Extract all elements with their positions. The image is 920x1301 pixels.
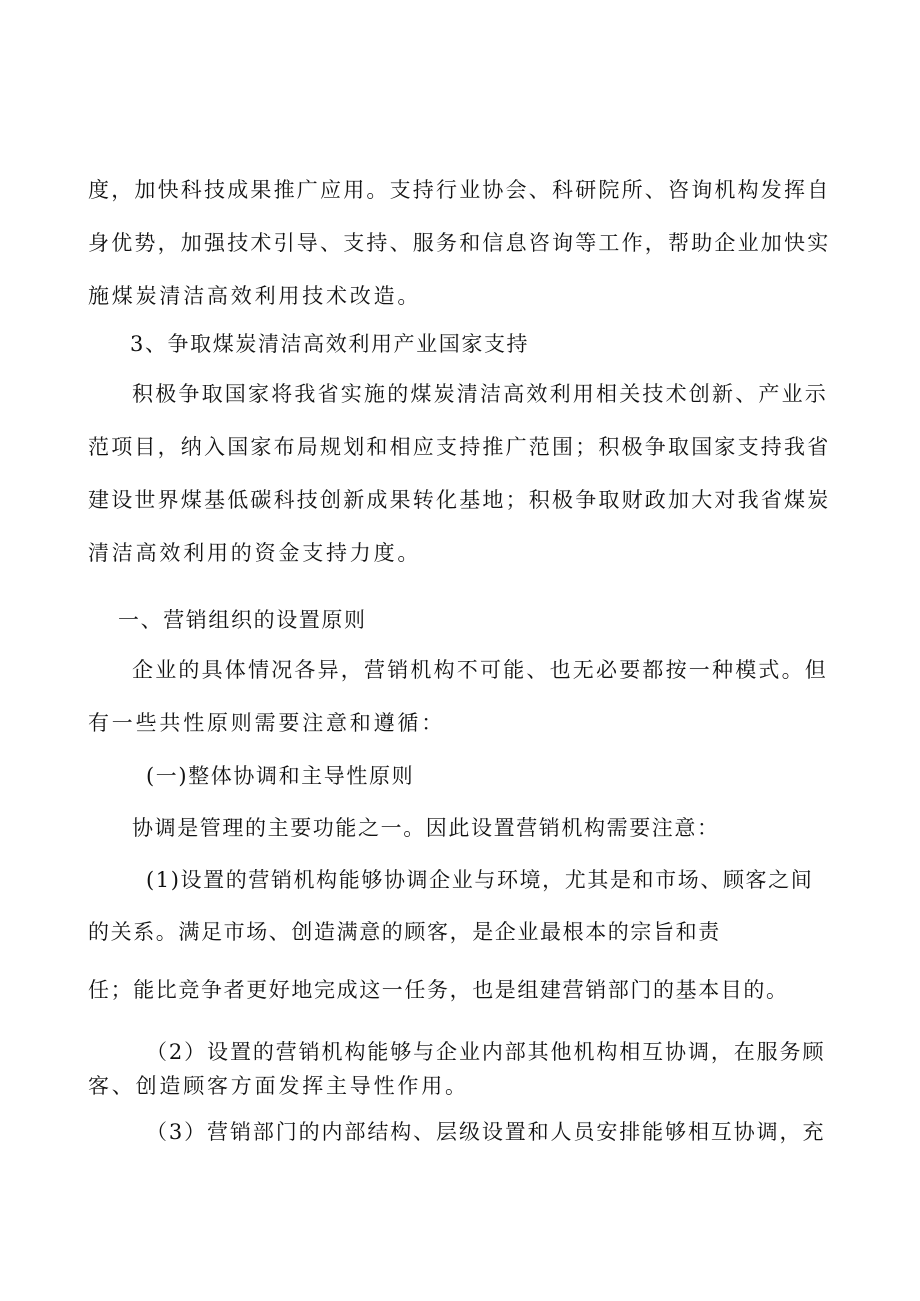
- list-item: （2）设置的营销机构能够与企业内部其他机构相互协调，在服务顾: [146, 1040, 826, 1064]
- text-line: 度，加快科技成果推广应用。支持行业协会、科研院所、咨询机构发挥自: [88, 178, 831, 202]
- text-line: 身优势，加强技术引导、支持、服务和信息咨询等工作，帮助企业加快实: [88, 231, 831, 255]
- text-line: 建设世界煤基低碳科技创新成果转化基地；积极争取财政加大对我省煤炭: [88, 488, 831, 512]
- list-item: (1)设置的营销机构能够协调企业与环境，尤其是和市场、顾客之间: [146, 868, 814, 892]
- text-line: 范项目，纳入国家布局规划和相应支持推广范围；积极争取国家支持我省: [88, 435, 831, 459]
- text-line: 有一些共性原则需要注意和遵循：: [88, 711, 445, 735]
- text-line: 任；能比竞争者更好地完成这一任务，也是组建营销部门的基本目的。: [88, 978, 789, 1002]
- text-line: 的关系。满足市场、创造满意的顾客，是企业最根本的宗旨和责: [88, 920, 721, 944]
- text-line: 企业的具体情况各异，营销机构不可能、也无必要都按一种模式。但: [132, 658, 828, 682]
- text-line: 清洁高效利用的资金支持力度。: [88, 541, 422, 565]
- list-item: （3）营销部门的内部结构、层级设置和人员安排能够相互协调，充: [146, 1120, 826, 1144]
- text-line: 施煤炭清洁高效利用技术改造。: [88, 284, 422, 308]
- text-line: 客、创造顾客方面发挥主导性作用。: [88, 1074, 469, 1098]
- text-line: 协调是管理的主要功能之一。因此设置营销机构需要注意：: [132, 816, 720, 840]
- text-line: 积极争取国家将我省实施的煤炭清洁高效利用相关技术创新、产业示: [132, 382, 828, 406]
- section-heading: 一、营销组织的设置原则: [118, 608, 367, 632]
- subsection-heading: (一)整体协调和主导性原则: [146, 764, 415, 788]
- section-heading: 3、争取煤炭清洁高效利用产业国家支持: [130, 332, 530, 356]
